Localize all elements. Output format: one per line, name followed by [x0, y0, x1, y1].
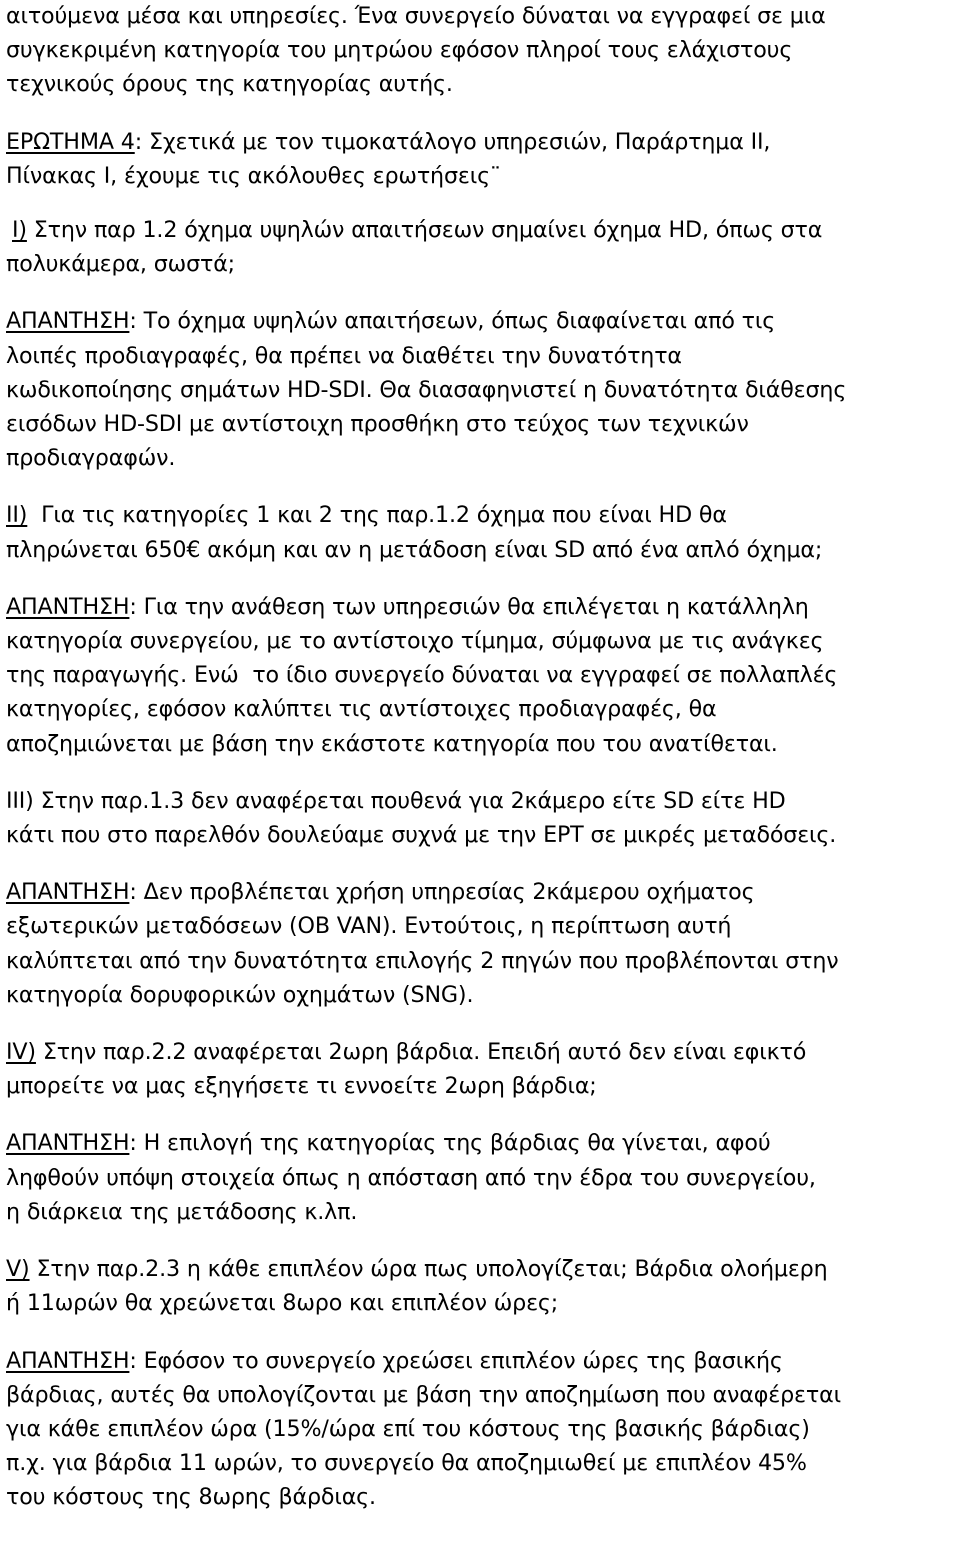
item-4-question: [6, 1035, 960, 1103]
text-line: κάτι που στο παρελθόν δουλεύαμε συχνά με την ΕΡΤ σε μικρές μεταδόσεις.: [6, 822, 837, 849]
item-3-question-text: Στην παρ.1.3 δεν αναφέρεται πουθενά για 2κάμερο είτε SD είτε HD: [33, 787, 786, 814]
text-line: [6, 1126, 960, 1160]
item-3-number: ΙΙΙ): [6, 787, 34, 814]
item-5-answer: [6, 1344, 960, 1515]
text-line: εισόδων HD-SDI με αντίστοιχη προσθήκη στο τεύχος των τεχνικών: [6, 411, 749, 438]
text-line: του κόστους της 8ωρης βάρδιας.: [6, 1484, 376, 1511]
item-5-question-text: Στην παρ.2.3 η κάθε επιπλέον ώρα πως υπολογίζεται; Βάρδια ολοήμερη: [29, 1256, 828, 1283]
item-2-number: ΙΙ): [6, 502, 28, 529]
text-line: κατηγορία δορυφορικών οχημάτων (SNG).: [6, 981, 474, 1008]
text-line: συγκεκριμένη κατηγορία του μητρώου εφόσον πληροί τους ελάχιστους: [6, 37, 793, 64]
answer-text: : Για την ανάθεση των υπηρεσιών θα επιλέγεται η κατάλληλη: [129, 593, 809, 620]
document-page: [6, 0, 960, 1515]
text-line: Πίνακας Ι, έχουμε τις ακόλουθες ερωτήσεις¨: [6, 162, 501, 189]
text-line: [6, 1035, 960, 1069]
text-line: προδιαγραφών.: [6, 445, 176, 472]
text-line: [6, 125, 960, 159]
item-4-number: ΙV): [6, 1039, 36, 1066]
text-line: [6, 498, 960, 532]
text-line: [6, 784, 960, 818]
answer-label: ΑΠΑΝΤΗΣΗ: [6, 1130, 130, 1157]
text-line: της παραγωγής. Ενώ το ίδιο συνεργείο δύναται να εγγραφεί σε πολλαπλές: [6, 662, 838, 689]
text-line: ή 11ωρών θα χρεώνεται 8ωρο και επιπλέον ώρες;: [6, 1290, 559, 1317]
text-line: βάρδιας, αυτές θα υπολογίζονται με βάση την αποζημίωση που αναφέρεται: [6, 1381, 841, 1408]
item-4-answer: [6, 1126, 960, 1229]
item-2-question: [6, 498, 960, 566]
text-line: [6, 1344, 960, 1378]
answer-label: ΑΠΑΝΤΗΣΗ: [6, 593, 130, 620]
answer-text: : Εφόσον το συνεργείο χρεώσει επιπλέον ώρες της βασικής: [129, 1347, 783, 1374]
question-4-heading: [6, 125, 960, 193]
question-4-label: ΕΡΩΤΗΜΑ 4: [6, 128, 135, 155]
item-3-answer: [6, 875, 960, 1012]
text-line: πληρώνεται 650€ ακόμη και αν η μετάδοση είναι SD από ένα απλό όχημα;: [6, 536, 823, 563]
text-line: [6, 590, 960, 624]
item-1-question: [6, 213, 960, 281]
text-line: ληφθούν υπόψη στοιχεία όπως η απόσταση από την έδρα του συνεργείου,: [6, 1164, 816, 1191]
item-2-answer: [6, 590, 960, 761]
text-line: μπορείτε να μας εξηγήσετε τι εννοείτε 2ωρη βάρδια;: [6, 1073, 597, 1100]
item-1-answer: [6, 304, 960, 475]
text-line: π.χ. για βάρδια 11 ωρών, το συνεργείο θα αποζημιωθεί με επιπλέον 45%: [6, 1450, 807, 1477]
answer-label: ΑΠΑΝΤΗΣΗ: [6, 879, 130, 906]
text-line: για κάθε επιπλέον ώρα (15%/ώρα επί του κόστους της βασικής βάρδιας): [6, 1415, 810, 1442]
item-3-question: [6, 784, 960, 852]
text-line: πολυκάμερα, σωστά;: [6, 251, 235, 278]
text-line: αιτούμενα μέσα και υπηρεσίες. Ένα συνεργείο δύναται να εγγραφεί σε μια: [6, 3, 826, 29]
text-line: [6, 1252, 960, 1286]
text-line: εξωτερικών μεταδόσεων (OB VAN). Εντούτοις, η περίπτωση αυτή: [6, 913, 732, 940]
text-line: [6, 213, 960, 247]
answer-text: : Το όχημα υψηλών απαιτήσεων, όπως διαφαίνεται από τις: [129, 308, 776, 335]
item-5-number: V): [6, 1256, 30, 1283]
item-4-question-text: Στην παρ.2.2 αναφέρεται 2ωρη βάρδια. Επειδή αυτό δεν είναι εφικτό: [35, 1039, 807, 1066]
answer-text: : Η επιλογή της κατηγορίας της βάρδιας θα γίνεται, αφού: [129, 1130, 771, 1157]
text-line: τεχνικούς όρους της κατηγορίας αυτής.: [6, 71, 453, 98]
answer-label: ΑΠΑΝΤΗΣΗ: [6, 308, 130, 335]
text-line: [6, 304, 960, 338]
item-1-question-text: Στην παρ 1.2 όχημα υψηλών απαιτήσεων σημαίνει όχημα HD, όπως στα: [26, 217, 823, 244]
text-line: η διάρκεια της μετάδοσης κ.λπ.: [6, 1198, 358, 1225]
text-line: καλύπτεται από την δυνατότητα επιλογής 2 πηγών που προβλέπονται στην: [6, 947, 839, 974]
item-5-question: [6, 1252, 960, 1320]
item-1-number: Ι): [12, 217, 27, 244]
answer-text: : Δεν προβλέπεται χρήση υπηρεσίας 2κάμερου οχήματος: [129, 879, 755, 906]
text-line: κωδικοποίησης σημάτων HD-SDI. Θα διασαφηνιστεί η δυνατότητα διάθεσης: [6, 376, 847, 403]
text-line: κατηγορία συνεργείου, με το αντίστοιχο τίμημα, σύμφωνα με τις ανάγκες: [6, 628, 824, 655]
text-line: κατηγορίες, εφόσον καλύπτει τις αντίστοιχες προδιαγραφές, θα: [6, 696, 717, 723]
intro-paragraph: [6, 0, 960, 102]
item-2-question-text: Για τις κατηγορίες 1 και 2 της παρ.1.2 όχημα που είναι HD θα: [27, 502, 727, 529]
text-line: αποζημιώνεται με βάση την εκάστοτε κατηγορία που του ανατίθεται.: [6, 730, 778, 757]
text-line: [6, 875, 960, 909]
answer-label: ΑΠΑΝΤΗΣΗ: [6, 1347, 130, 1374]
question-4-text: : Σχετικά με τον τιμοκατάλογο υπηρεσιών, Παράρτημα ΙΙ,: [134, 128, 771, 155]
text-line: λοιπές προδιαγραφές, θα πρέπει να διαθέτει την δυνατότητα: [6, 342, 682, 369]
